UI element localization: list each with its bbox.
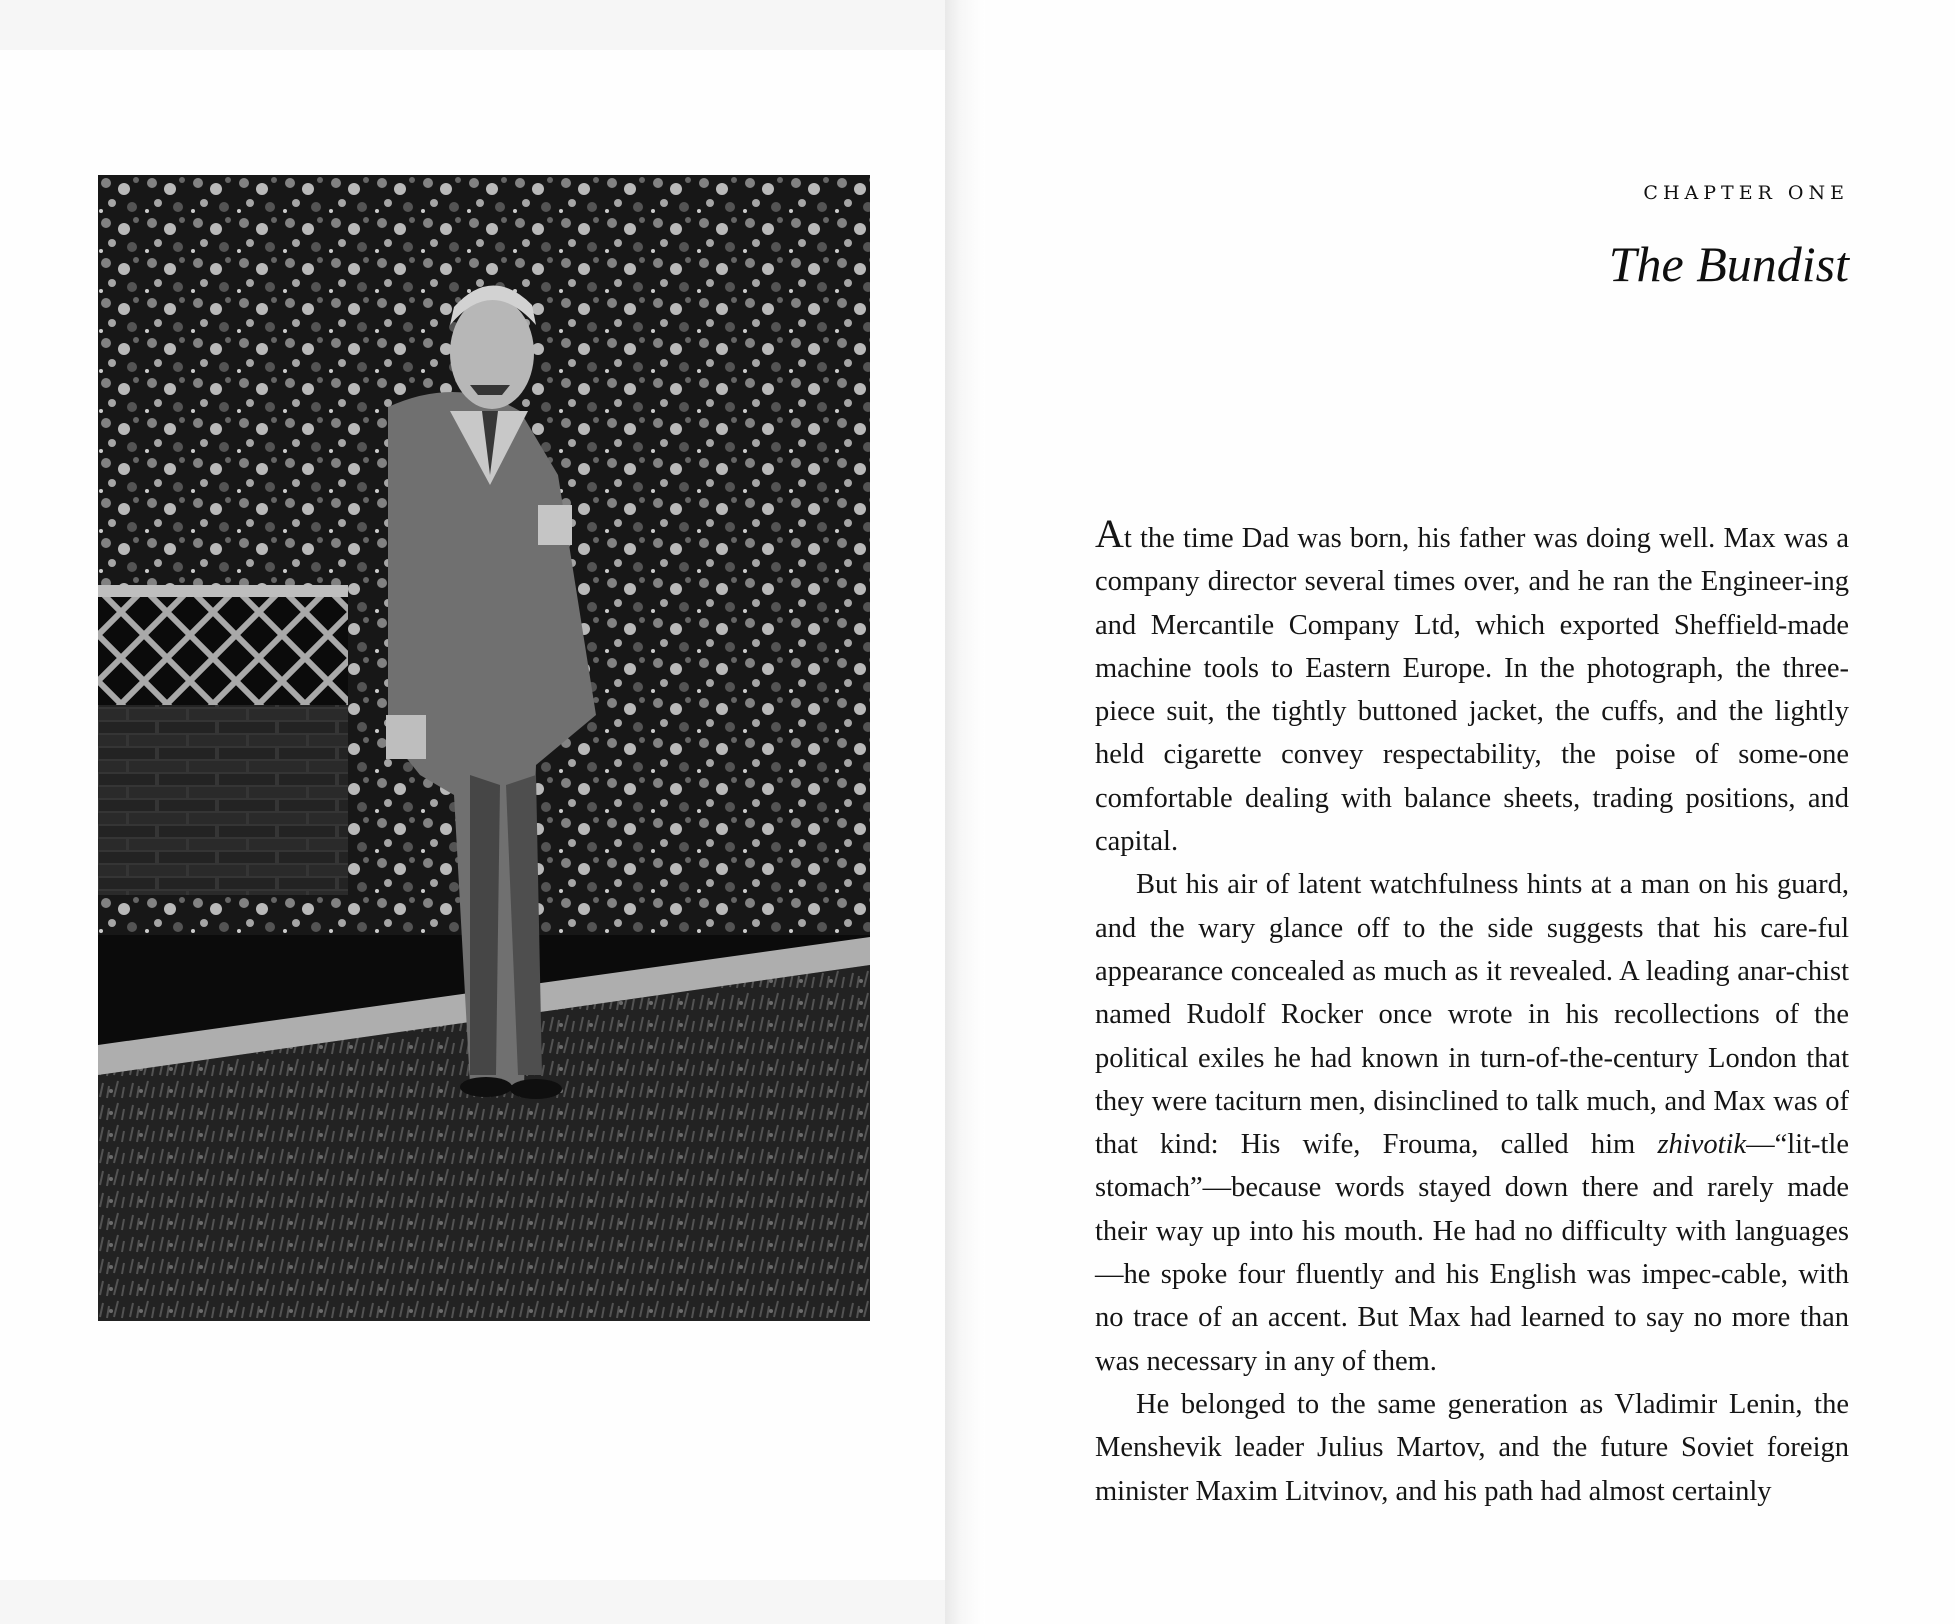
left-page (0, 50, 945, 1580)
paragraph-3 (1095, 1383, 1849, 1513)
paragraph-3-text: He belonged to the same generation as Vladimir Lenin, the Menshevik leader Julius Martov, and the future Soviet foreign minister Maxim Litvinov, and his path had almost certainly (1095, 1388, 1849, 1507)
portrait-photograph (98, 175, 870, 1321)
italic-term: zhivotik (1657, 1129, 1747, 1161)
chapter-label: CHAPTER ONE (1643, 182, 1849, 204)
book-gutter (945, 0, 985, 1624)
drop-cap: A (1095, 511, 1124, 556)
chapter-body-text (1095, 512, 1849, 1513)
paragraph-1 (1095, 512, 1849, 863)
paragraph-2-text-after: —“lit-tle stomach”—because words stayed down there and rarely made their way up into his mouth. He had no difficulty with languages—he spoke four fluently and his English was impec-cable, with no trace of an accent. But Max had learned to say no more than was necessary in any of them. (1095, 1129, 1849, 1377)
paragraph-1-text: t the time Dad was born, his father was doing well. Max was a company director several times over, and he ran the Engineer-ing and Mercantile Company Ltd, which exported Sheffield-made machine tools to Eastern Europe. In the photograph, the three-piece suit, the tightly buttoned jacket, the cuffs, and the lightly held cigarette convey respectability, the poise of some-one comfortable dealing with balance sheets, trading positions, and capital. (1095, 523, 1849, 858)
photograph-image (98, 175, 870, 1321)
paragraph-2-text-before: But his air of latent watchfulness hints at a man on his guard, and the wary glance off to the side suggests that his care-ful appearance concealed as much as it revealed. A leading anar-chist named Rudolf Rocker once wrote in his recollections of the political exiles he had known in turn-of-the-century London that they were taciturn men, disinclined to talk much, and Max was of that kind: His wife, Frouma, called him (1095, 869, 1849, 1161)
paragraph-2 (1095, 863, 1849, 1383)
right-page (985, 0, 1955, 1624)
chapter-title: The Bundist (1608, 236, 1849, 292)
